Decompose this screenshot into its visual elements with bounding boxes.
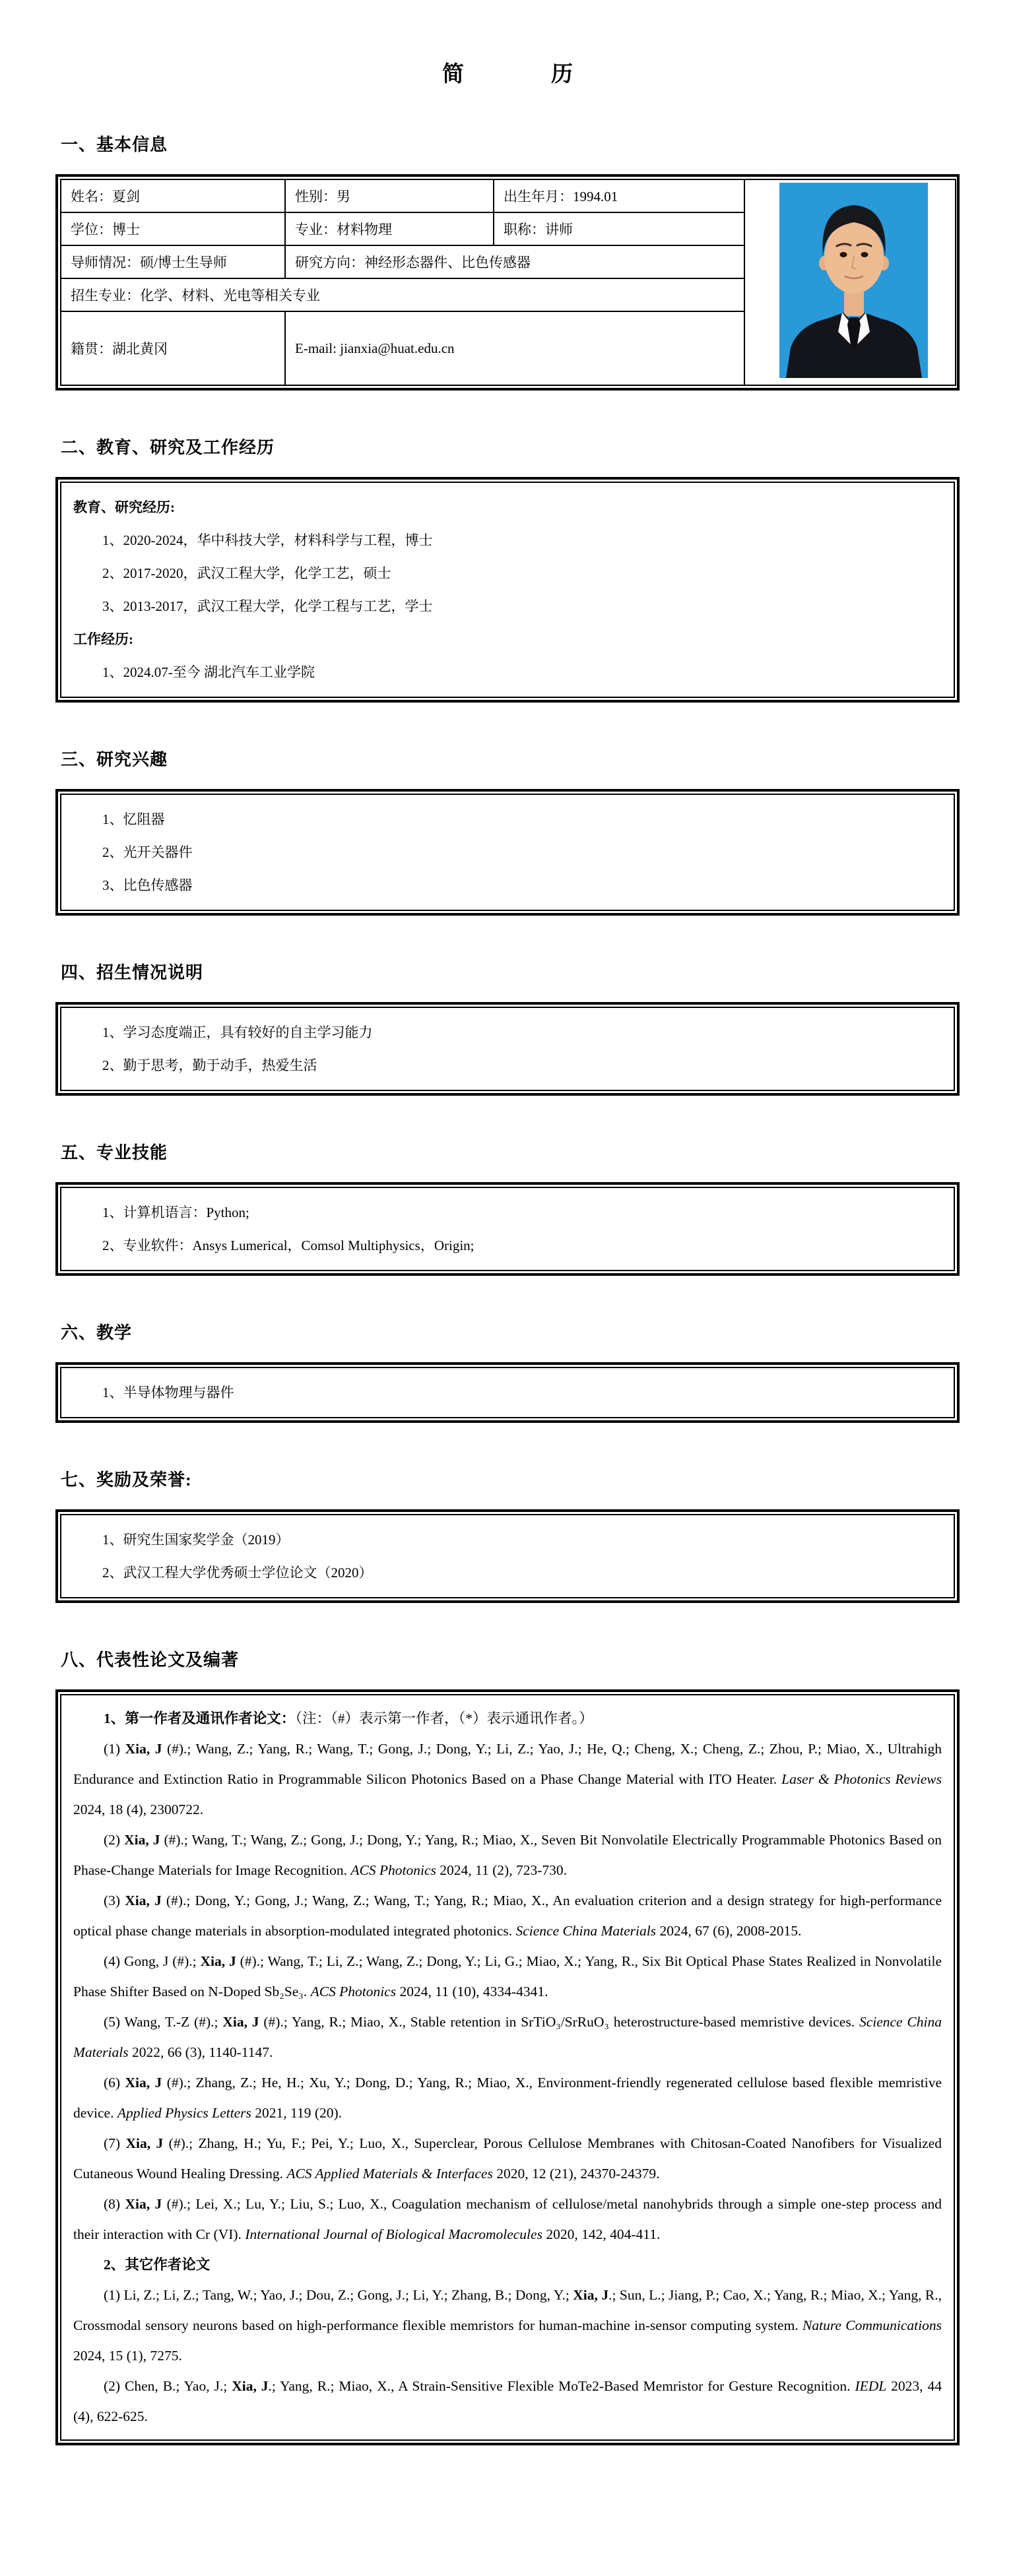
text-line [73, 1825, 942, 1885]
text-run: 1、2020-2024，华中科技大学，材料科学与工程，博士 [102, 532, 433, 548]
text-line [73, 869, 942, 902]
text-run: .; Sun, L.; Jiang, P.; Cao, X.; Yang, R.; Miao, X.; Yang, R., Crossmodal sensory neurons based on high-performance flexible memristors for human-machine in-sensor computing system. [73, 2287, 942, 2333]
text-run: Xia, J [125, 1893, 162, 1908]
text-line [73, 524, 942, 557]
text-run: (7) [104, 2135, 126, 2151]
awards-box [55, 1509, 960, 1603]
interests-box [55, 789, 960, 916]
text-run: (#).; Dong, Y.; Gong, J.; Wang, Z.; Wang, T.; Yang, R.; Miao, X., An evaluation criterion and a design strategy for high-performance optical phase change materials in absorption-modulated integrated photonics. [73, 1893, 942, 1939]
interests-list [60, 794, 955, 911]
text-line [73, 491, 942, 524]
section-heading-interests: 三、研究兴趣 [61, 750, 168, 769]
text-line [73, 1523, 942, 1556]
basic-info-box [55, 174, 960, 391]
text-line [73, 590, 942, 623]
cell-birth: 出生年月：1994.01 [494, 179, 744, 212]
text-run: Laser & Photonics Reviews [781, 1771, 942, 1787]
text-run: Nature Communications [802, 2317, 942, 2333]
text-run: ACS Photonics [310, 1984, 397, 1999]
table-row [61, 179, 956, 212]
text-run: ACS Photonics [350, 1862, 436, 1878]
text-line [73, 2128, 942, 2189]
section-heading-enrollment: 四、招生情况说明 [61, 963, 204, 982]
text-run: (#).; Wang, Z.; Yang, R.; Wang, T.; Gong, J.; Dong, Y.; Li, Z.; Yao, J.; He, Q.; Cheng, X.; Cheng, Z.; Zhou, P.; Miao, X., Ultrahigh Endurance and Extinction Ratio in Programmable Silicon Photonics Based on a Phase Change Material with ITO Heater. [73, 1741, 942, 1787]
text-run: Xia, J [200, 1953, 236, 1969]
text-line [73, 557, 942, 590]
text-run: 2、武汉工程大学优秀硕士学位论文（2020） [102, 1565, 373, 1581]
text-run: 1、2024.07-至今 湖北汽车工业学院 [102, 664, 315, 680]
text-run: 2023, 44 (4), 622-625. [73, 2378, 942, 2424]
text-run: 2、勤于思考，勤于动手，热爱生活 [102, 1057, 317, 1073]
text-run: 1、研究生国家奖学金（2019） [102, 1532, 290, 1548]
text-run: 工作经历: [73, 631, 133, 647]
section-heading-skills: 五、专业技能 [61, 1143, 168, 1162]
awards-list [60, 1514, 955, 1598]
cell-enroll-major: 招生专业：化学、材料、光电等相关专业 [61, 278, 744, 311]
text-run: (#).; Zhang, H.; Yu, F.; Pei, Y.; Luo, X., Superclear, Porous Cellulose Membranes with Chitosan-Coated Nanofibers for Visualized Cutaneous Wound Healing Dressing. [73, 2135, 942, 2182]
text-run: 3、比色传感器 [102, 877, 193, 893]
page-title: 简 历 [442, 63, 573, 86]
text-line [73, 656, 942, 689]
text-line [73, 2007, 942, 2067]
section-heading-basic-info: 一、基本信息 [61, 135, 168, 154]
teaching-list [60, 1367, 955, 1418]
text-run: Xia, J [125, 2196, 162, 2212]
text-run: （注：（#）表示第一作者，（*）表示通讯作者。） [295, 1711, 593, 1726]
section-heading-awards: 七、奖励及荣誉: [61, 1470, 192, 1490]
cell-gender: 性别：男 [285, 179, 494, 212]
text-line [73, 836, 942, 869]
text-run: 2024, 18 (4), 2300722. [73, 1802, 204, 1817]
publications-list [60, 1694, 955, 2441]
text-run: Xia, J [125, 1741, 162, 1757]
basic-info-table [60, 179, 956, 386]
text-line [73, 2280, 942, 2371]
cell-mentor: 导师情况：硕/博士生导师 [61, 245, 285, 278]
text-line [73, 1196, 942, 1229]
cell-name: 姓名：夏剑 [61, 179, 285, 212]
text-run: (1) [104, 1741, 125, 1757]
text-run: 1、忆阻器 [102, 811, 165, 827]
text-run: (2) [104, 1832, 125, 1848]
text-run: (5) Wang, T.-Z (#).; [104, 2014, 223, 2030]
enrollment-list [60, 1007, 955, 1091]
text-run: 2021, 119 (20). [251, 2105, 343, 2121]
skills-box [55, 1182, 960, 1276]
text-run: Applied Physics Letters [117, 2105, 251, 2121]
text-run: Xia, J [124, 1832, 160, 1848]
text-line [73, 1946, 942, 2007]
text-run: Xia, J [222, 2014, 259, 2030]
text-run: (#).; Yang, R.; Miao, X., Stable retention in SrTiO₃/SrRuO₃ heterostructure-based memristive devices. [259, 2014, 859, 2030]
text-run: (#).; Wang, T.; Wang, Z.; Gong, J.; Dong, Y.; Yang, R.; Miao, X., Seven Bit Nonvolatile Electrically Programmable Photonics Based on Phase-Change Materials for Image Recognition. [73, 1832, 942, 1878]
text-run: (2) Chen, B.; Yao, J.; [104, 2378, 232, 2394]
id-photo [779, 183, 928, 378]
cell-photo [744, 179, 956, 385]
text-run: 2、2017-2020，武汉工程大学，化学工艺，硕士 [102, 565, 391, 581]
text-line [73, 803, 942, 836]
text-line [73, 1016, 942, 1049]
text-line [73, 2189, 942, 2249]
text-run: 1、第一作者及通讯作者论文： [104, 1711, 296, 1726]
text-run: 2024, 11 (2), 723-730. [436, 1862, 567, 1878]
text-run: Xia, J [125, 2075, 162, 2090]
text-run: Science China Materials [73, 2014, 942, 2060]
text-run: 3、2013-2017，武汉工程大学，化学工程与工艺，学士 [102, 598, 433, 614]
text-line [73, 2067, 942, 2128]
education-box [55, 477, 960, 703]
cell-native-place: 籍贯：湖北黄冈 [61, 311, 285, 385]
text-run: International Journal of Biological Macromolecules [245, 2226, 542, 2242]
text-run: Xia, J [232, 2378, 269, 2394]
text-run: 2020, 142, 404-411. [542, 2226, 661, 2242]
text-line [73, 1376, 942, 1409]
text-run: (3) [104, 1893, 125, 1908]
text-run: 1、半导体物理与器件 [102, 1385, 234, 1400]
text-run: 2、光开关器件 [102, 844, 193, 860]
text-run: Science China Materials [515, 1923, 657, 1939]
text-line [73, 2249, 942, 2280]
cell-email: E-mail: jianxia@huat.edu.cn [285, 311, 744, 385]
publications-box [55, 1689, 960, 2445]
text-line [73, 1885, 942, 1946]
text-run: (6) [104, 2075, 125, 2090]
text-run: (1) Li, Z.; Li, Z.; Tang, W.; Yao, J.; Dou, Z.; Gong, J.; Li, Y.; Zhang, B.; Dong, Y.; [104, 2287, 573, 2303]
cell-degree: 学位：博士 [61, 212, 285, 245]
teaching-box [55, 1362, 960, 1423]
text-run: (#).; Lei, X.; Lu, Y.; Liu, S.; Luo, X., Coagulation mechanism of cellulose/metal nanohybrids through a simple one-step process and their interaction with Cr (VI). [73, 2196, 942, 2242]
text-run: 2024, 67 (6), 2008-2015. [656, 1923, 802, 1939]
text-run: 1、学习态度端正，具有较好的自主学习能力 [102, 1024, 373, 1040]
text-run: (8) [104, 2196, 125, 2212]
text-run: .; Yang, R.; Miao, X., A Strain-Sensitive Flexible MoTe2-Based Memristor for Gesture Recognition. [268, 2378, 855, 2394]
text-run: 1、计算机语言：Python; [102, 1205, 249, 1220]
text-run: IEDL [855, 2378, 887, 2394]
text-line [73, 1734, 942, 1825]
cell-research-direction: 研究方向：神经形态器件、比色传感器 [285, 245, 744, 278]
text-run: Xia, J [573, 2287, 609, 2303]
text-run: 2024, 11 (10), 4334-4341. [396, 1984, 548, 1999]
skills-list [60, 1187, 955, 1271]
cell-job-title: 职称：讲师 [494, 212, 744, 245]
text-run: ACS Applied Materials & Interfaces [286, 2166, 493, 2182]
section-heading-teaching: 六、教学 [61, 1323, 133, 1342]
education-list [60, 482, 955, 698]
text-run: 2、专业软件：Ansys Lumerical，Comsol Multiphysics，Origin; [102, 1238, 475, 1253]
text-run: 2022, 66 (3), 1140-1147. [128, 2044, 273, 2060]
text-run: 2020, 12 (21), 24370-24379. [492, 2166, 660, 2182]
text-run: 2、其它作者论文 [104, 2257, 211, 2273]
text-line [73, 623, 942, 656]
text-run: 教育、研究经历: [73, 499, 175, 515]
text-line [73, 1229, 942, 1262]
text-run: (4) Gong, J (#).; [104, 1953, 201, 1969]
text-run: (#).; Zhang, Z.; He, H.; Xu, Y.; Dong, D.; Yang, R.; Miao, X., Environment-friendly regenerated cellulose based flexible memristive device. [73, 2075, 942, 2121]
text-line [73, 1556, 942, 1589]
section-heading-publications: 八、代表性论文及编著 [61, 1650, 240, 1670]
text-line [73, 1049, 942, 1082]
text-run: (#).; Wang, T.; Li, Z.; Wang, Z.; Dong, Y.; Li, G.; Miao, X.; Yang, R., Six Bit Optical Phase States Realized in Nonvolatile Phase Shifter Based on N-Doped Sb₂Se₃. [73, 1953, 942, 1999]
section-heading-education: 二、教育、研究及工作经历 [61, 438, 275, 457]
text-run: Xia, J [125, 2135, 164, 2151]
text-line [73, 2371, 942, 2432]
text-line [73, 1703, 942, 1734]
id-photo-image [779, 183, 928, 378]
text-run: 2024, 15 (1), 7275. [73, 2348, 182, 2364]
enrollment-box [55, 1002, 960, 1096]
cell-major: 专业：材料物理 [285, 212, 494, 245]
